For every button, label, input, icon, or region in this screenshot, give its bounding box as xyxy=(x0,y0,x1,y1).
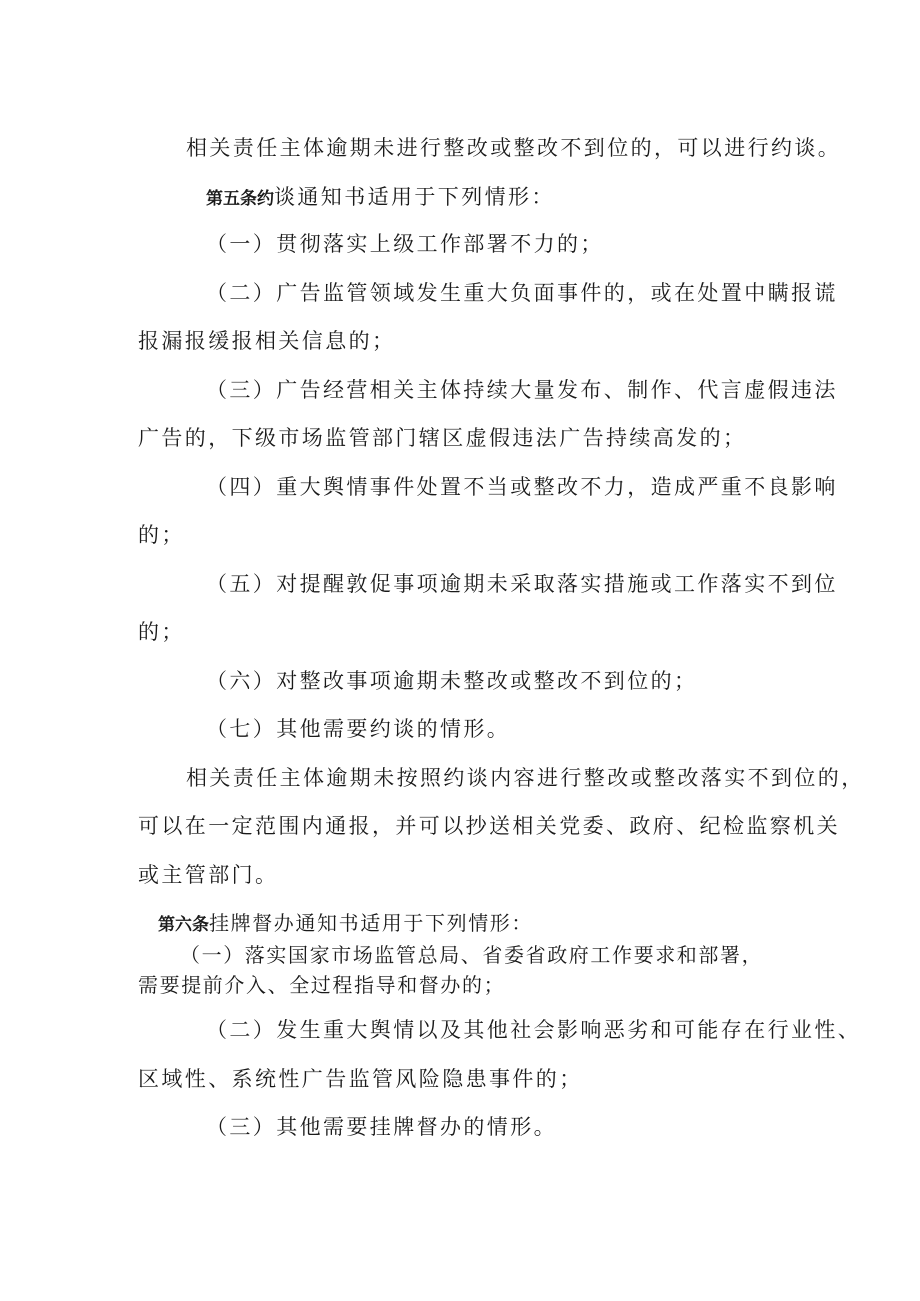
list-item-continuation: 区域性、系统性广告监管风险隐患事件的； xyxy=(138,1067,583,1091)
list-item: （五）对提醒敦促事项逾期未采取落实措施或工作落实不到位 xyxy=(206,572,838,596)
list-item-continuation: 报漏报缓报相关信息的； xyxy=(138,329,396,353)
list-item: （二）发生重大舆情以及其他社会影响恶劣和可能存在行业性、 xyxy=(206,1018,862,1042)
article-5-heading xyxy=(206,183,555,213)
paragraph-line: 可以在一定范围内通报，并可以抄送相关党委、政府、纪检监察机关 xyxy=(138,814,840,838)
paragraph-line: 相关责任主体逾期未按照约谈内容进行整改或整改落实不到位的， xyxy=(186,766,865,790)
list-item: （三）其他需要挂牌督办的情形。 xyxy=(206,1115,557,1139)
list-item: （七）其他需要约谈的情形。 xyxy=(206,717,511,741)
list-item: （六）对整改事项逾期未整改或整改不到位的； xyxy=(206,669,698,693)
article-5-text: 谈通知书适用于下列情形： xyxy=(274,185,555,209)
paragraph-line: 相关责任主体逾期未进行整改或整改不到位的，可以进行约谈。 xyxy=(186,136,842,160)
article-6-label: 第六条 xyxy=(158,915,209,935)
list-item-continuation: 需要提前介入、全过程指导和督办的； xyxy=(138,973,506,997)
list-item: （一）落实国家市场监管总局、省委省政府工作要求和部署， xyxy=(180,943,764,967)
article-6-heading xyxy=(158,909,533,939)
list-item: （三）广告经营相关主体持续大量发布、制作、代言虚假违法 xyxy=(206,378,838,402)
list-item-continuation: 的； xyxy=(138,523,185,547)
article-5-label: 第五条约 xyxy=(206,189,274,209)
list-item-continuation: 的； xyxy=(138,620,185,644)
paragraph-line: 或主管部门。 xyxy=(138,863,279,887)
list-item-continuation: 广告的，下级市场监管部门辖区虚假违法广告持续高发的； xyxy=(138,426,747,450)
list-item: （二）广告监管领域发生重大负面事件的，或在处置中瞒报谎 xyxy=(206,281,838,305)
article-6-text: 挂牌督办通知书适用于下列情形： xyxy=(209,911,533,935)
list-item: （一）贯彻落实上级工作部署不力的； xyxy=(206,232,604,256)
list-item: （四）重大舆情事件处置不当或整改不力，造成严重不良影响 xyxy=(206,475,838,499)
